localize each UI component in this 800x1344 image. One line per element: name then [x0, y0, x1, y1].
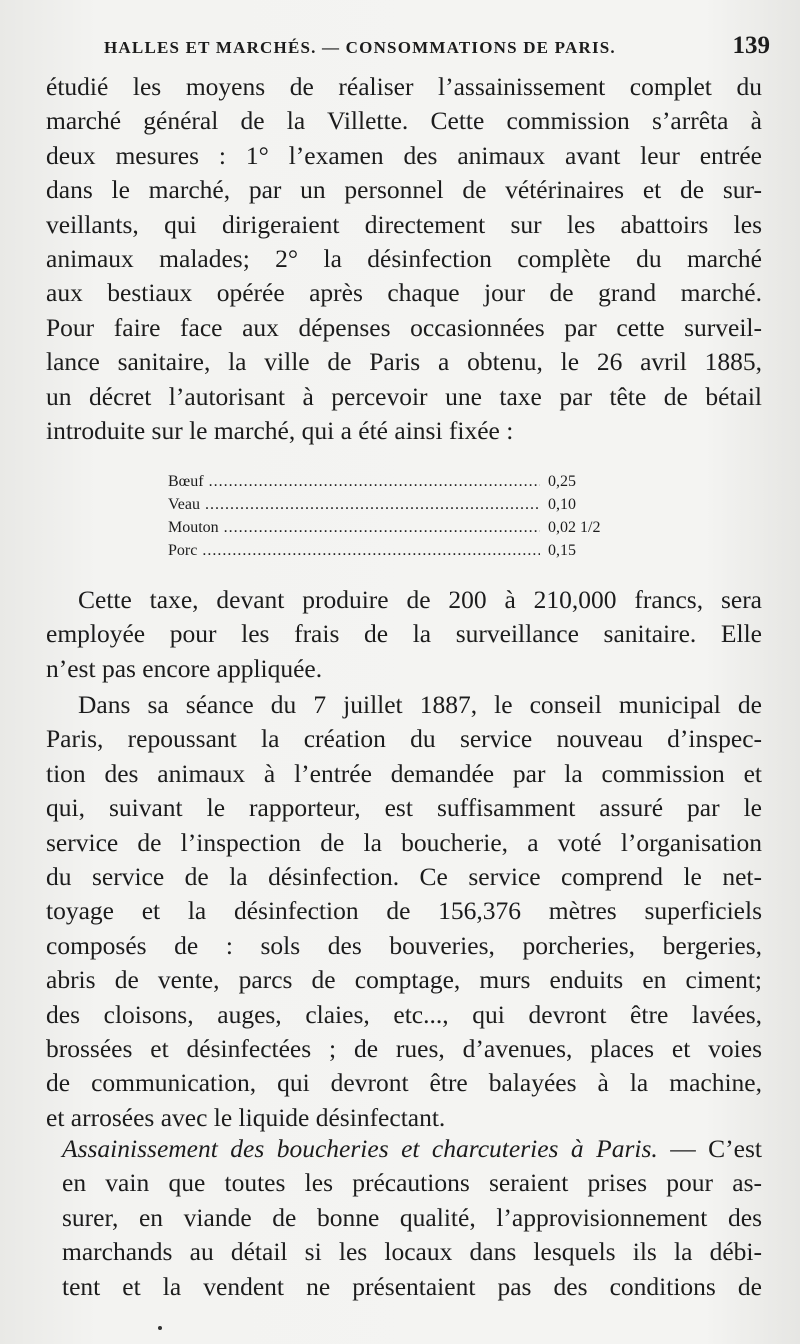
tax-row — [168, 516, 648, 539]
text-line: tent et la vendent ne présentaient pas des conditions de — [62, 1271, 762, 1301]
text-line: étudié les moyens de réaliser l’assainissement complet du — [46, 72, 762, 101]
tax-table — [168, 470, 648, 562]
text-line: Dans sa séance du 7 juillet 1887, le conseil municipal de — [78, 690, 762, 719]
text-line: tion des animaux à l’entrée demandée par la commission et — [46, 758, 762, 788]
text-fragment: — C’est — [670, 1134, 763, 1163]
text-line: des cloisons, auges, claies, etc..., qui devront être lavées, — [46, 999, 762, 1029]
text-line: deux mesures : 1° l’examen des animaux avant leur entrée — [46, 140, 762, 170]
tax-animal: Mouton ..... — [168, 516, 540, 539]
paragraph-seance — [46, 688, 762, 1135]
text-line: animaux malades; 2° la désinfection complète du marché — [46, 243, 762, 273]
tax-row — [168, 470, 648, 493]
text-line: brossées et désinfectées ; de rues, d’avenues, places et voies — [46, 1033, 762, 1063]
text-line: veillants, qui dirigeraient directement sur les abattoirs les — [46, 209, 762, 239]
text-line: marché général de la Villette. Cette commission s’arrêta à — [46, 106, 762, 136]
text-line: composés de : sols des bouveries, porcheries, bergeries, — [46, 930, 762, 960]
text-line: marchands au détail si les locaux dans lesquels ils la débi- — [62, 1237, 762, 1267]
text-line: aux bestiaux opérée après chaque jour de grand marché. — [46, 278, 762, 308]
ink-dot — [158, 1326, 162, 1330]
tax-animal: Veau ..... — [168, 493, 540, 516]
tax-rate: 0,15 — [548, 542, 576, 559]
text-line: et arrosées avec le liquide désinfectant. — [46, 1102, 446, 1132]
text-line: en vain que toutes les précautions seraient prises pour as- — [62, 1168, 762, 1198]
text-line: un décret l’autorisant à percevoir une taxe par tête de bétail — [46, 381, 762, 411]
text-line: n’est pas encore appliquée. — [46, 653, 323, 683]
page-header — [104, 32, 770, 64]
tax-animal: Bœuf ..... — [168, 470, 540, 493]
running-head: HALLES ET MARCHÉS. — CONSOMMATIONS DE PARIS. — [104, 38, 616, 57]
text-line: introduite sur le marché, qui a été ainsi fixée : — [46, 415, 514, 445]
text-line: service de l’inspection de la boucherie, a voté l’organisation — [46, 827, 762, 857]
tax-rate: 0,02 1/2 — [548, 519, 601, 536]
text-line: Cette taxe, devant produire de 200 à 210,000 francs, sera — [78, 585, 762, 614]
text-line: employée pour les frais de la surveillance sanitaire. Elle — [46, 619, 762, 649]
text-line: lance sanitaire, la ville de Paris a obtenu, le 26 avril 1885, — [46, 347, 762, 377]
tax-row — [168, 493, 648, 516]
page-number: 139 — [732, 32, 770, 59]
section-heading: Assainissement des boucheries et charcuteries à Paris. — [62, 1134, 658, 1163]
text-line: de communication, qui devront être balayées à la machine, — [46, 1068, 762, 1098]
tax-rate: 0,10 — [548, 496, 576, 513]
text-line: abris de vente, parcs de comptage, murs enduits en ciment; — [46, 965, 762, 995]
text-line: du service de la désinfection. Ce service comprend le net- — [46, 861, 762, 891]
text-line: dans le marché, par un personnel de vétérinaires et de sur- — [46, 175, 762, 205]
text-line: qui, suivant le rapporteur, est suffisamment assuré par le — [46, 793, 762, 823]
tax-animal: Porc ..... — [168, 539, 540, 562]
text-line: Paris, repoussant la création du service nouveau d’inspec- — [46, 724, 762, 754]
tax-row — [168, 539, 648, 562]
text-line: toyage et la désinfection de 156,376 mètres superficiels — [46, 896, 762, 926]
paragraph-taxe — [46, 583, 762, 686]
paragraph-villette — [46, 70, 762, 448]
text-line — [62, 1132, 762, 1166]
text-line: Pour faire face aux dépenses occasionnées par cette surveil- — [46, 312, 762, 342]
tax-rate: 0,25 — [548, 473, 576, 490]
paragraph-boucheries — [62, 1132, 762, 1304]
text-line: surer, en viande de bonne qualité, l’approvisionnement des — [62, 1202, 762, 1232]
